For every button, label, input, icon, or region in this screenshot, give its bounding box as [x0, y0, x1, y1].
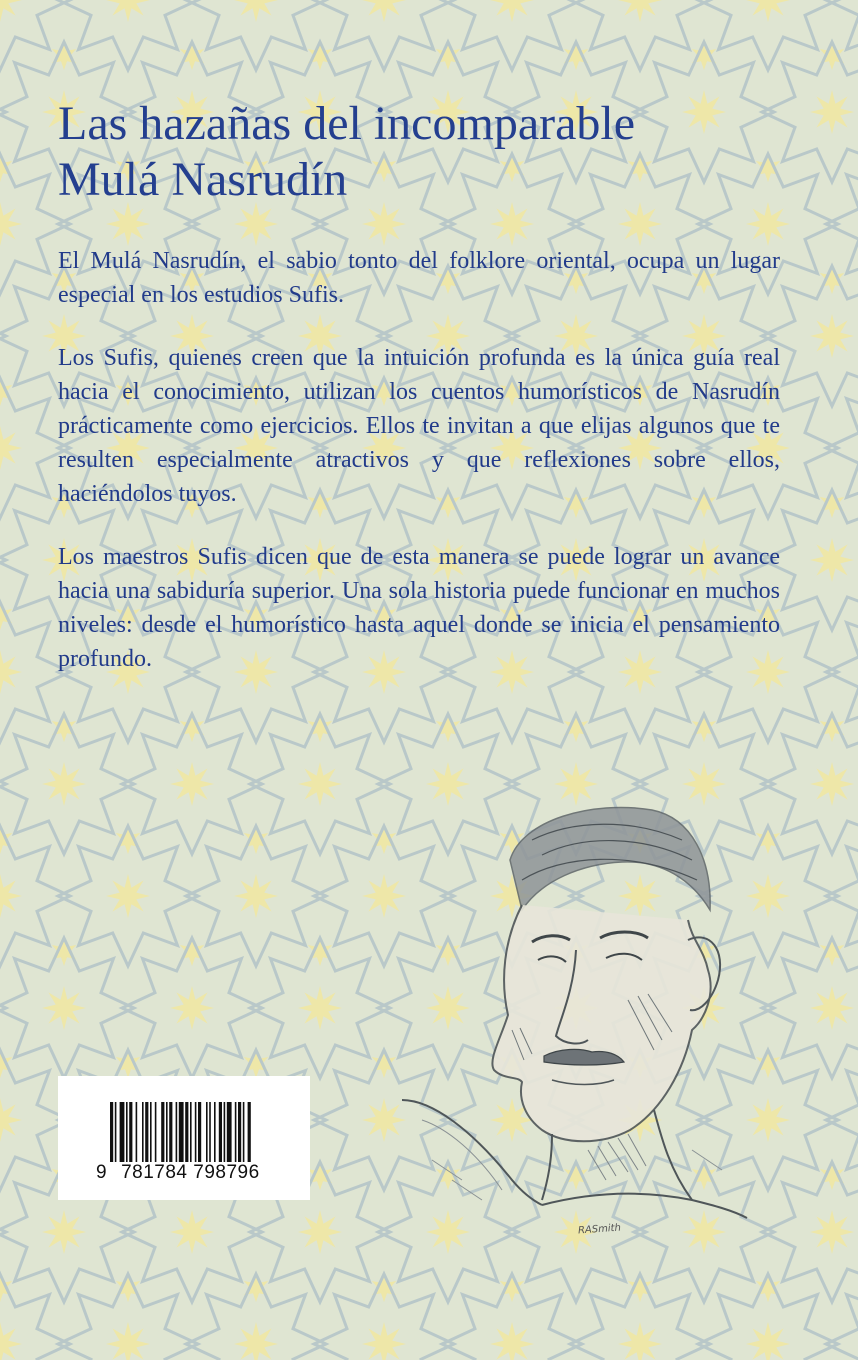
isbn-digits: 781784 798796	[121, 1162, 260, 1183]
pattern-small-star	[308, 42, 332, 70]
barcode-bar	[198, 1102, 201, 1162]
pattern-small-star	[244, 826, 268, 854]
isbn-number	[96, 1162, 296, 1184]
pattern-star	[810, 538, 854, 582]
barcode-bar	[190, 1102, 192, 1162]
pattern-small-star	[308, 1162, 332, 1190]
pattern-star	[362, 202, 406, 246]
barcode-bar	[136, 1102, 138, 1162]
pattern-star	[0, 426, 22, 470]
pattern-star	[234, 202, 278, 246]
pattern-small-star	[308, 714, 332, 742]
pattern-star	[42, 986, 86, 1030]
pattern-star	[746, 1098, 790, 1142]
book-title	[58, 96, 818, 208]
pattern-star	[618, 202, 662, 246]
pattern-star	[234, 874, 278, 918]
barcode-bar	[238, 1102, 241, 1162]
pattern-star	[490, 0, 534, 22]
barcode-bar	[161, 1102, 164, 1162]
barcode-bar	[142, 1102, 144, 1162]
pattern-star	[362, 1322, 406, 1360]
pattern-star	[810, 314, 854, 358]
barcode-bar	[129, 1102, 132, 1162]
pattern-star-outline	[0, 1274, 70, 1360]
barcode-bar	[243, 1102, 245, 1162]
pattern-small-star	[52, 714, 76, 742]
pattern-star	[0, 1098, 22, 1142]
pattern-star	[298, 986, 342, 1030]
artist-signature: RASmith	[577, 1222, 622, 1237]
pattern-small-star	[308, 938, 332, 966]
barcode-bar	[224, 1102, 226, 1162]
barcode-bar	[150, 1102, 152, 1162]
barcode-bar	[155, 1102, 157, 1162]
pattern-star	[106, 874, 150, 918]
pattern-small-star	[564, 42, 588, 70]
pattern-small-star	[372, 1274, 396, 1302]
pattern-star	[298, 762, 342, 806]
barcode-bar	[169, 1102, 172, 1162]
pattern-small-star	[564, 714, 588, 742]
barcode-panel	[58, 1076, 310, 1200]
pattern-small-star	[820, 714, 844, 742]
pattern-star	[234, 1322, 278, 1360]
barcode-bars	[110, 1102, 300, 1162]
barcode-bar	[176, 1102, 178, 1162]
pattern-star	[42, 1210, 86, 1254]
pattern-small-star	[116, 1050, 140, 1078]
pattern-star	[362, 0, 406, 22]
pattern-small-star	[116, 1274, 140, 1302]
pattern-small-star	[820, 490, 844, 518]
pattern-small-star	[756, 1050, 780, 1078]
pattern-star	[746, 1322, 790, 1360]
pattern-star	[170, 1210, 214, 1254]
pattern-star	[0, 0, 22, 22]
description-paragraph-3: Los maestros Sufis dicen que de esta manera se puede lograr un avance hacia una sabiduría superior. Una sola historia puede funcionar en muchos niveles: desde el humorístico hasta aquel donde se inicia el pensamiento profundo.	[58, 544, 780, 672]
pattern-small-star	[244, 1050, 268, 1078]
pattern-small-star	[756, 826, 780, 854]
pattern-small-star	[52, 42, 76, 70]
barcode-bar	[195, 1102, 197, 1162]
pattern-small-star	[820, 266, 844, 294]
barcode-bar	[248, 1102, 251, 1162]
pattern-star	[490, 1322, 534, 1360]
pattern-star-outline	[826, 1274, 858, 1360]
pattern-small-star	[500, 1274, 524, 1302]
pattern-star	[746, 202, 790, 246]
isbn-prefix: 9	[96, 1162, 108, 1183]
pattern-star	[106, 1322, 150, 1360]
barcode-bar	[227, 1102, 232, 1162]
portrait-sketch	[392, 800, 752, 1250]
barcode-bar	[185, 1102, 188, 1162]
pattern-small-star	[180, 714, 204, 742]
pattern-small-star	[180, 938, 204, 966]
pattern-small-star	[116, 826, 140, 854]
pattern-star	[810, 986, 854, 1030]
pattern-small-star	[692, 714, 716, 742]
pattern-star	[746, 0, 790, 22]
title-line-1: Las hazañas del incomparable	[58, 97, 636, 150]
pattern-star	[298, 1210, 342, 1254]
pattern-star	[0, 1322, 22, 1360]
pattern-star	[810, 762, 854, 806]
description-paragraph-1: El Mulá Nasrudín, el sabio tonto del folklore oriental, ocupa un lugar especial en los estudios Sufis.	[58, 248, 780, 308]
pattern-star	[170, 762, 214, 806]
barcode-bar	[206, 1102, 208, 1162]
barcode-bar	[209, 1102, 211, 1162]
pattern-small-star	[820, 1162, 844, 1190]
pattern-star	[42, 762, 86, 806]
pattern-star	[810, 1210, 854, 1254]
pattern-small-star	[180, 42, 204, 70]
pattern-small-star	[692, 42, 716, 70]
pattern-star	[0, 650, 22, 694]
pattern-small-star	[628, 1274, 652, 1302]
barcode-bar	[166, 1102, 168, 1162]
barcode-bar	[235, 1102, 237, 1162]
barcode-bar	[115, 1102, 117, 1162]
pattern-star	[234, 0, 278, 22]
description-paragraph-2: Los Sufis, quienes creen que la intuición profunda es la única guía real hacia el conocimiento, utilizan los cuentos humorísticos de Nasrudín prácticamente como ejercicios. Ellos te invitan a que elijas algunos que te resulten especialmente atractivos y que reflexiones sobre ellos, haciéndolos tuyos.	[58, 345, 780, 507]
pattern-star	[490, 202, 534, 246]
pattern-small-star	[756, 1274, 780, 1302]
pattern-star	[618, 1322, 662, 1360]
pattern-small-star	[820, 42, 844, 70]
barcode-bar	[126, 1102, 128, 1162]
pattern-star	[0, 874, 22, 918]
pattern-small-star	[244, 1274, 268, 1302]
barcode-bar	[219, 1102, 222, 1162]
pattern-star	[618, 0, 662, 22]
barcode-bar	[120, 1102, 125, 1162]
barcode-bar	[179, 1102, 184, 1162]
pattern-small-star	[436, 42, 460, 70]
barcode-bar	[214, 1102, 216, 1162]
barcode-bar	[110, 1102, 113, 1162]
pattern-star	[0, 202, 22, 246]
pattern-star	[746, 874, 790, 918]
pattern-small-star	[52, 938, 76, 966]
pattern-small-star	[436, 714, 460, 742]
pattern-star	[106, 0, 150, 22]
barcode-bar	[145, 1102, 148, 1162]
title-line-2: Mulá Nasrudín	[58, 153, 348, 206]
pattern-star	[170, 986, 214, 1030]
pattern-small-star	[820, 938, 844, 966]
pattern-star	[106, 202, 150, 246]
